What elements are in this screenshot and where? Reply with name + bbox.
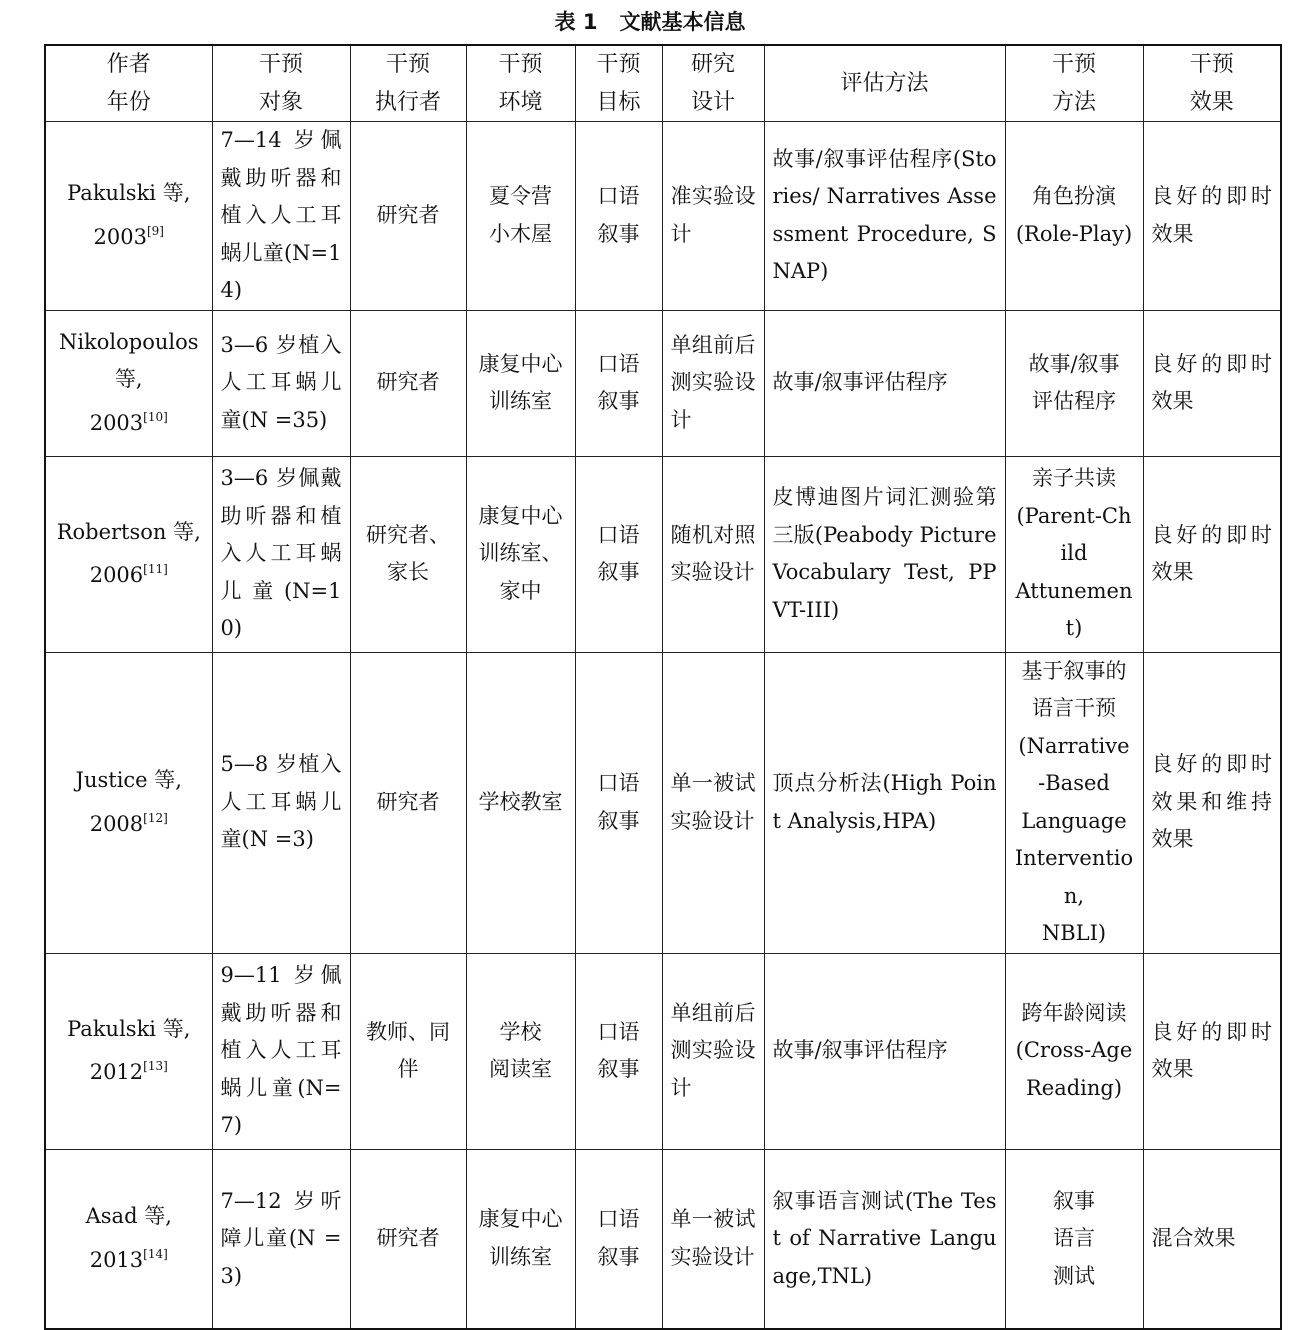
effect-cell: 混合效果: [1143, 1149, 1281, 1329]
assessment-cell: 故事/叙事评估程序(Stories/ Narratives Assessment Procedure, SNAP): [764, 122, 1005, 311]
executor-cell: 教师、同伴: [350, 953, 466, 1149]
method-line: (Cross-Age: [1015, 1038, 1133, 1063]
author: Nikolopoulos 等,: [58, 329, 199, 392]
author-year-cell: [45, 652, 212, 953]
header-assessment: 评估方法: [764, 45, 1005, 122]
goal-line: 口语: [597, 522, 640, 547]
citation: [14]: [143, 1246, 168, 1261]
goal-line: 口语: [597, 771, 640, 795]
author: Robertson 等,: [56, 519, 201, 544]
year-line: [54, 800, 204, 844]
effect-cell: 良好的即时效果和维持效果: [1143, 652, 1281, 953]
table-row: [45, 310, 1281, 456]
goal-line: 叙事: [597, 389, 640, 413]
table-row: [45, 456, 1281, 652]
executor-cell: 研究者: [350, 122, 466, 311]
goal-cell: [575, 122, 662, 311]
citation: [11]: [143, 562, 168, 576]
goal-cell: [575, 310, 662, 456]
setting-cell: [466, 456, 575, 652]
goal-line: 叙事: [597, 808, 640, 833]
method-line: Language: [1021, 808, 1127, 833]
method-line: Intervention,: [1014, 846, 1134, 908]
year-line: [54, 1048, 204, 1092]
effect-cell: 良好的即时效果: [1143, 456, 1281, 652]
method-line: 语言干预: [1032, 696, 1116, 720]
method-line: 故事/叙事: [1028, 351, 1120, 376]
setting-cell: [466, 652, 575, 953]
design-cell: 单一被试实验设计: [662, 652, 764, 953]
table-row: [45, 953, 1281, 1149]
setting-line: 学校教室: [478, 789, 563, 814]
header-method: 干预 方法: [1005, 45, 1143, 122]
table-row: [45, 122, 1281, 311]
literature-table: [44, 44, 1282, 1330]
citation: [13]: [143, 1059, 168, 1073]
goal-line: 叙事: [597, 1057, 640, 1081]
setting-line: 小木屋: [489, 221, 552, 246]
design-cell: 单一被试实验设计: [662, 1149, 764, 1329]
header-author-year: 作者 年份: [45, 45, 212, 122]
executor-cell: 研究者、家长: [350, 456, 466, 652]
design-cell: 单组前后测实验设计: [662, 310, 764, 456]
year: 2003: [89, 410, 144, 435]
subject-cell: 9—11 岁佩戴助听器和植入人工耳蜗儿童(N=7): [212, 953, 350, 1149]
year-line: [54, 551, 204, 595]
year: 2006: [89, 563, 144, 587]
year: 2008: [89, 811, 144, 836]
author-year-cell: [45, 310, 212, 456]
header-design: 研究 设计: [662, 45, 764, 122]
goal-line: 口语: [597, 1019, 640, 1044]
goal-line: 口语: [597, 1207, 640, 1232]
author-year-cell: [45, 456, 212, 652]
table-caption: [0, 6, 1300, 36]
executor-cell: 研究者: [350, 310, 466, 456]
executor-cell: 研究者: [350, 652, 466, 953]
method-line: 叙事: [1053, 1188, 1095, 1213]
subject-cell: 3—6 岁佩戴助听器和植入人工耳蜗儿童(N=10): [212, 456, 350, 652]
effect-cell: 良好的即时效果: [1143, 122, 1281, 311]
method-line: 角色扮演: [1032, 184, 1116, 209]
design-cell: 随机对照实验设计: [662, 456, 764, 652]
header-executor: 干预 执行者: [350, 45, 466, 122]
caption-title: 文献基本信息: [619, 10, 746, 34]
assessment-cell: 叙事语言测试(The Test of Narrative Language,TNL): [764, 1149, 1005, 1329]
citation: [10]: [143, 409, 168, 424]
goal-line: 叙事: [597, 1244, 640, 1269]
author-year-cell: [45, 1149, 212, 1329]
method-line: Reading): [1025, 1075, 1123, 1100]
design-cell: 准实验设计: [662, 122, 764, 311]
header-setting: 干预 环境: [466, 45, 575, 122]
author: Pakulski 等,: [67, 1016, 191, 1041]
subject-cell: 3—6 岁植入人工耳蜗儿童(N =35): [212, 310, 350, 456]
method-line: 基于叙事的: [1021, 658, 1127, 683]
method-cell: [1005, 310, 1143, 456]
setting-line: 康复中心: [478, 1207, 563, 1232]
table-row: [45, 1149, 1281, 1329]
effect-cell: 良好的即时效果: [1143, 310, 1281, 456]
setting-line: 家中: [499, 578, 542, 603]
assessment-cell: 皮博迪图片词汇测验第三版(Peabody Picture Vocabulary Test, PPVT-III): [764, 456, 1005, 652]
year: 2012: [89, 1060, 144, 1084]
method-line: 亲子共读: [1032, 466, 1116, 491]
setting-line: 夏令营: [489, 184, 552, 209]
citation: [12]: [143, 810, 168, 825]
author-year-cell: [45, 122, 212, 311]
method-line: 语言: [1053, 1226, 1095, 1250]
goal-cell: [575, 953, 662, 1149]
design-cell: 单组前后测实验设计: [662, 953, 764, 1149]
year-line: [54, 213, 204, 257]
header-goal: 干预 目标: [575, 45, 662, 122]
setting-line: 阅读室: [489, 1057, 552, 1081]
method-cell: [1005, 122, 1143, 311]
assessment-cell: 故事/叙事评估程序: [764, 953, 1005, 1149]
goal-line: 叙事: [597, 560, 640, 584]
author: Pakulski 等,: [67, 181, 191, 206]
method-line: Attunement): [1015, 578, 1133, 641]
header-row: [45, 45, 1281, 122]
caption-number: 表 1: [554, 10, 598, 34]
goal-cell: [575, 456, 662, 652]
citation: [9]: [146, 223, 164, 238]
setting-line: 训练室: [489, 1244, 552, 1269]
author-year-cell: [45, 953, 212, 1149]
goal-line: 口语: [597, 184, 640, 209]
assessment-cell: 故事/叙事评估程序: [764, 310, 1005, 456]
method-cell: [1005, 953, 1143, 1149]
subject-cell: 7—12 岁听障儿童(N =3): [212, 1149, 350, 1329]
goal-line: 叙事: [597, 221, 640, 246]
method-line: 评估程序: [1032, 389, 1116, 413]
method-line: (Role-Play): [1015, 221, 1133, 246]
method-line: 测试: [1053, 1263, 1095, 1288]
goal-cell: [575, 652, 662, 953]
method-line: (Narrative: [1018, 733, 1130, 758]
method-cell: [1005, 456, 1143, 652]
setting-line: 训练室、: [478, 541, 563, 566]
header-effect: 干预 效果: [1143, 45, 1281, 122]
setting-cell: [466, 953, 575, 1149]
table-row: [45, 652, 1281, 953]
author: Justice 等,: [75, 768, 182, 792]
author: Asad 等,: [85, 1204, 172, 1229]
executor-cell: 研究者: [350, 1149, 466, 1329]
year-line: [54, 1236, 204, 1280]
goal-cell: [575, 1149, 662, 1329]
subject-cell: 5—8 岁植入人工耳蜗儿童(N =3): [212, 652, 350, 953]
method-line: -Based: [1038, 771, 1110, 795]
effect-cell: 良好的即时效果: [1143, 953, 1281, 1149]
setting-line: 康复中心: [478, 351, 563, 376]
setting-line: 康复中心: [478, 503, 563, 528]
method-cell: [1005, 652, 1143, 953]
year-line: [54, 399, 204, 443]
method-line: 跨年龄阅读: [1021, 1000, 1127, 1025]
goal-line: 口语: [597, 351, 640, 376]
header-subject: 干预 对象: [212, 45, 350, 122]
setting-cell: [466, 1149, 575, 1329]
setting-line: 学校: [499, 1019, 542, 1044]
year: 2013: [89, 1247, 144, 1272]
method-line: (Parent-Child: [1016, 503, 1132, 566]
year: 2003: [93, 224, 147, 249]
assessment-cell: 顶点分析法(High Point Analysis,HPA): [764, 652, 1005, 953]
setting-line: 训练室: [489, 389, 552, 413]
setting-cell: [466, 310, 575, 456]
method-cell: [1005, 1149, 1143, 1329]
subject-cell: 7—14 岁佩戴助听器和植入人工耳蜗儿童(N=14): [212, 122, 350, 311]
setting-cell: [466, 122, 575, 311]
method-line: NBLI): [1041, 921, 1107, 945]
